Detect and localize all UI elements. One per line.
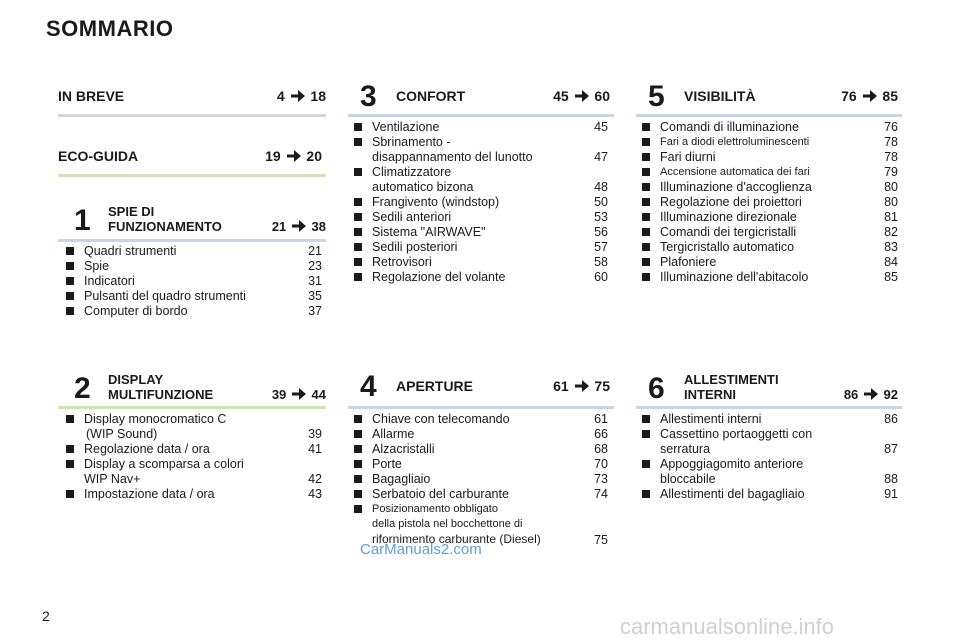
bullet-icon <box>66 460 74 468</box>
list-item[interactable]: Spie 23 <box>66 259 322 274</box>
list-item[interactable]: Posizionamento obbligato della pistola nel bocchettone di rifornimento carburante (Diesel) 75 <box>354 502 608 548</box>
section-number: 2 <box>74 372 91 405</box>
list-item[interactable]: Pulsanti del quadro strumenti 35 <box>66 289 322 304</box>
bullet-icon <box>642 243 650 251</box>
bullet-icon <box>354 228 362 236</box>
arrow-right-icon <box>291 90 305 102</box>
list-item[interactable]: Serbatoio del carburante 74 <box>354 487 608 502</box>
section-title: CONFORT <box>396 88 466 104</box>
arrow-right-icon <box>864 388 878 400</box>
list-item[interactable]: Impostazione data / ora 43 <box>66 487 322 502</box>
bullet-icon <box>642 198 650 206</box>
section-title-line2: FUNZIONAMENTO <box>108 219 222 234</box>
section-6 <box>636 372 898 405</box>
section-title: ECO-GUIDA <box>58 148 139 164</box>
page-range: 45 60 <box>553 88 610 104</box>
bullet-icon <box>66 445 74 453</box>
list-section-1 <box>66 244 322 319</box>
list-item[interactable]: Comandi di illuminazione 76 <box>642 120 898 135</box>
section-number: 6 <box>648 372 665 405</box>
section-3 <box>348 80 610 113</box>
section-1 <box>58 204 326 237</box>
list-item[interactable]: Computer di bordo 37 <box>66 304 322 319</box>
list-item[interactable]: Sbrinamento - disappannamento del lunotto 47 <box>354 135 608 165</box>
bullet-icon <box>66 262 74 270</box>
section-title: APERTURE <box>396 378 474 394</box>
bullet-icon <box>354 198 362 206</box>
bullet-icon <box>354 415 362 423</box>
list-item[interactable]: Chiave con telecomando 61 <box>354 412 608 427</box>
list-item[interactable]: Regolazione dei proiettori 80 <box>642 195 898 210</box>
list-item[interactable]: Allarme 66 <box>354 427 608 442</box>
bullet-icon <box>354 475 362 483</box>
page-range: 76 85 <box>841 88 898 104</box>
list-section-2 <box>66 412 322 502</box>
section-eco-guida <box>58 148 322 164</box>
section-5 <box>636 80 898 113</box>
bullet-icon <box>354 258 362 266</box>
list-item[interactable]: Comandi dei tergicristalli 82 <box>642 225 898 240</box>
page-title: SOMMARIO <box>46 16 174 41</box>
bullet-icon <box>642 460 650 468</box>
list-item[interactable]: Allestimenti interni 86 <box>642 412 898 427</box>
section-title: IN BREVE <box>58 88 125 104</box>
list-item[interactable]: Accensione automatica dei fari 79 <box>642 165 898 180</box>
section-title-line2: INTERNI <box>684 387 736 402</box>
bullet-icon <box>66 277 74 285</box>
list-item[interactable]: Regolazione data / ora 41 <box>66 442 322 457</box>
arrow-right-icon <box>292 220 306 232</box>
page-range: 39 44 <box>271 387 326 402</box>
section-number: 4 <box>360 370 377 403</box>
bullet-icon <box>354 243 362 251</box>
section-in-breve <box>58 88 326 104</box>
bullet-icon <box>642 183 650 191</box>
list-item[interactable]: Cassettino portaoggetti con serratura 87 <box>642 427 898 457</box>
section-number: 5 <box>648 80 665 113</box>
list-item[interactable]: Regolazione del volante 60 <box>354 270 608 285</box>
section-title-line1: ALLESTIMENTI <box>684 372 779 387</box>
bullet-icon <box>354 430 362 438</box>
section-title-line2: MULTIFUNZIONE <box>108 387 214 402</box>
page-range: 19 20 <box>265 148 322 164</box>
bullet-icon <box>354 138 362 146</box>
list-item[interactable]: Display a scomparsa a colori WIP Nav+ 42 <box>66 457 322 487</box>
bullet-icon <box>642 213 650 221</box>
bullet-icon <box>354 445 362 453</box>
divider <box>636 114 902 117</box>
divider <box>348 114 614 117</box>
bullet-icon <box>354 213 362 221</box>
page-range: 61 75 <box>553 378 610 394</box>
bullet-icon <box>642 228 650 236</box>
section-title: VISIBILITÀ <box>684 88 756 104</box>
divider <box>58 174 326 177</box>
arrow-right-icon <box>575 380 589 392</box>
bullet-icon <box>642 258 650 266</box>
bullet-icon <box>66 292 74 300</box>
section-2 <box>58 372 326 405</box>
list-item[interactable]: Climatizzatore automatico bizona 48 <box>354 165 608 195</box>
arrow-right-icon <box>287 150 301 162</box>
bullet-icon <box>642 123 650 131</box>
watermark: carmanualsonline.info <box>620 614 835 639</box>
list-item[interactable]: Illuminazione dell'abitacolo 85 <box>642 270 898 285</box>
divider <box>348 406 614 409</box>
bullet-icon <box>354 460 362 468</box>
list-item[interactable]: Fari a diodi elettroluminescenti 78 <box>642 135 898 150</box>
bullet-icon <box>642 138 650 146</box>
list-item[interactable]: Ventilazione 45 <box>354 120 608 135</box>
arrow-right-icon <box>575 90 589 102</box>
bullet-icon <box>642 168 650 176</box>
bullet-icon <box>354 123 362 131</box>
list-section-3 <box>354 120 608 285</box>
arrow-right-icon <box>863 90 877 102</box>
bullet-icon <box>66 247 74 255</box>
bullet-icon <box>642 415 650 423</box>
list-item[interactable]: Sedili anteriori 53 <box>354 210 608 225</box>
list-item[interactable]: Bagagliaio 73 <box>354 472 608 487</box>
list-item[interactable]: Sistema "AIRWAVE" 56 <box>354 225 608 240</box>
watermark-link[interactable]: CarManuals2.com <box>360 541 482 558</box>
bullet-icon <box>642 153 650 161</box>
list-item[interactable]: Indicatori 31 <box>66 274 322 289</box>
section-title-line1: DISPLAY <box>108 372 164 387</box>
bullet-icon <box>642 273 650 281</box>
list-item[interactable]: Alzacristalli 68 <box>354 442 608 457</box>
list-item[interactable]: Porte 70 <box>354 457 608 472</box>
list-item[interactable]: Retrovisori 58 <box>354 255 608 270</box>
list-item[interactable]: Plafoniere 84 <box>642 255 898 270</box>
bullet-icon <box>66 415 74 423</box>
bullet-icon <box>354 490 362 498</box>
list-section-4 <box>354 412 608 548</box>
list-section-5 <box>642 120 898 285</box>
list-item[interactable]: Quadri strumenti 21 <box>66 244 322 259</box>
bullet-icon <box>354 273 362 281</box>
list-item[interactable]: Illuminazione d'accoglienza 80 <box>642 180 898 195</box>
bullet-icon <box>642 430 650 438</box>
section-number: 3 <box>360 80 377 113</box>
list-section-6 <box>642 412 898 502</box>
bullet-icon <box>354 168 362 176</box>
divider <box>58 114 326 117</box>
list-item[interactable]: Tergicristallo automatico 83 <box>642 240 898 255</box>
list-item[interactable]: Fari diurni 78 <box>642 150 898 165</box>
list-item[interactable]: Display monocromatico C (WIP Sound) 39 <box>66 412 322 442</box>
arrow-right-icon <box>292 388 306 400</box>
divider <box>636 406 902 409</box>
section-number: 1 <box>74 204 91 237</box>
list-item[interactable]: Appoggiagomito anteriore bloccabile 88 <box>642 457 898 487</box>
section-4 <box>348 370 610 403</box>
section-title-line1: SPIE DI <box>108 204 155 219</box>
divider <box>58 406 326 409</box>
page-number: 2 <box>42 608 50 624</box>
divider <box>58 239 326 242</box>
page-range: 21 38 <box>271 219 326 234</box>
page-range: 86 92 <box>843 387 898 402</box>
list-item[interactable]: Sedili posteriori 57 <box>354 240 608 255</box>
list-item[interactable]: Illuminazione direzionale 81 <box>642 210 898 225</box>
page-range: 4 18 <box>276 88 326 104</box>
bullet-icon <box>66 307 74 315</box>
bullet-icon <box>66 490 74 498</box>
bullet-icon <box>354 505 362 513</box>
list-item[interactable]: Allestimenti del bagagliaio 91 <box>642 487 898 502</box>
list-item[interactable]: Frangivento (windstop) 50 <box>354 195 608 210</box>
bullet-icon <box>642 490 650 498</box>
